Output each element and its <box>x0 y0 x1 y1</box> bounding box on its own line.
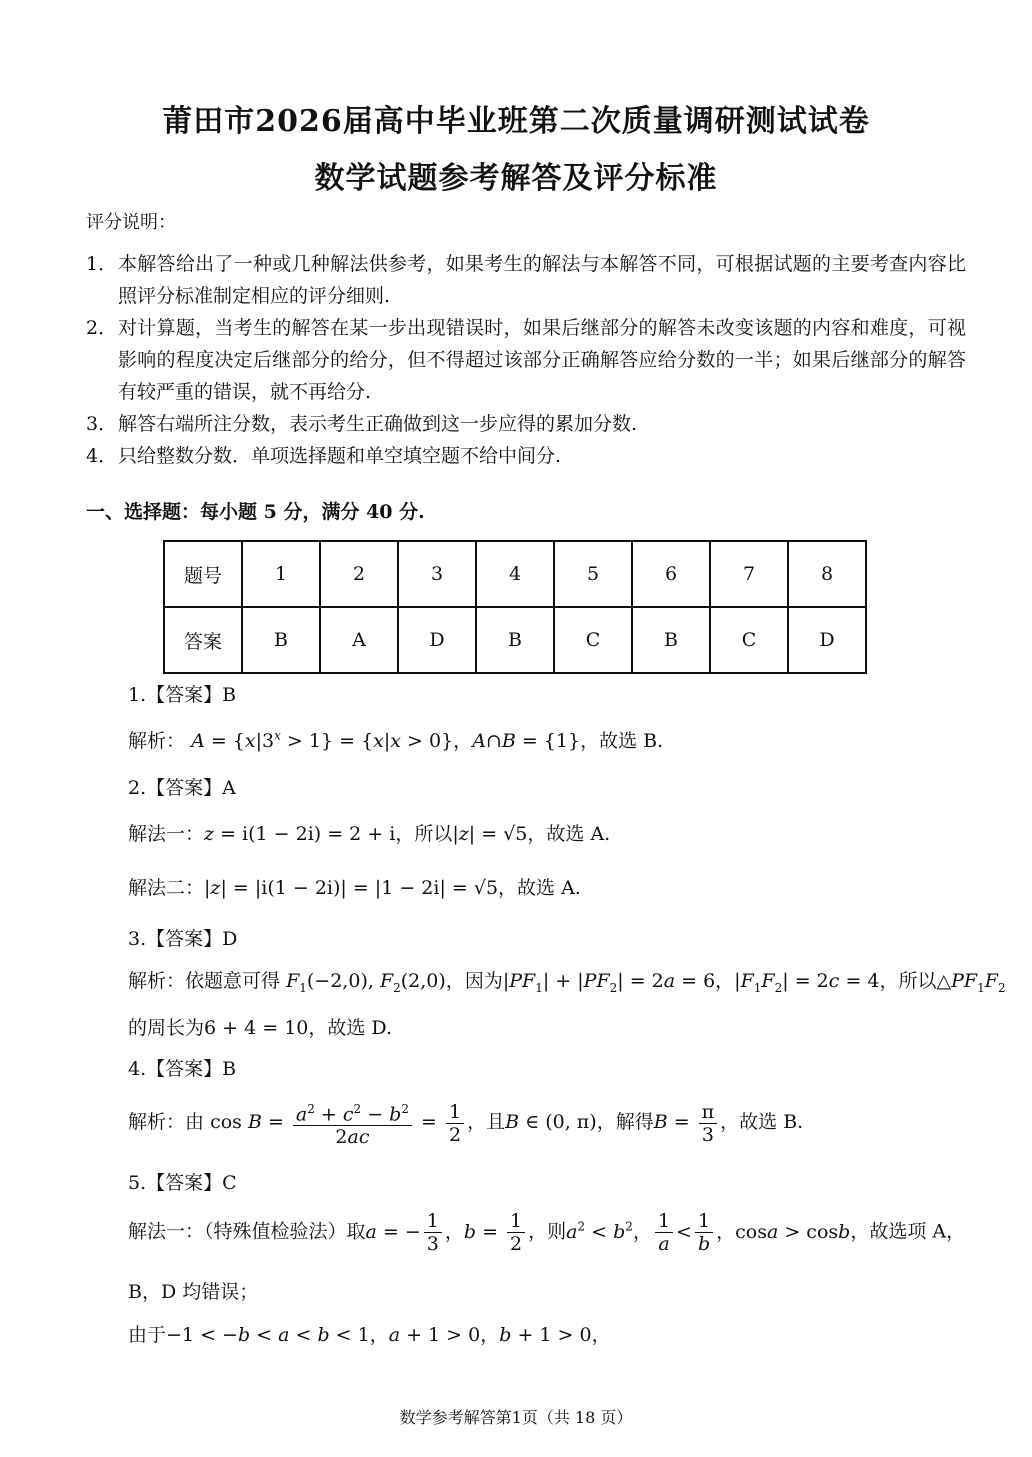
notes-heading: 评分说明： <box>86 212 176 233</box>
q5-line3 <box>128 1320 611 1347</box>
q5-tail: ，故选项 A， <box>850 1220 966 1243</box>
note-item <box>86 440 966 472</box>
page-footer: 数学参考解答第1页（共 18 页） <box>399 1408 633 1427</box>
q1-analysis-label: 解析： <box>128 730 186 752</box>
q4-analysis <box>128 1098 803 1148</box>
q3-analysis-label: 解析：依题意可得 <box>128 970 281 992</box>
q3-mid2: ，所以 <box>879 970 937 992</box>
q5-formula2: $a^2 < b^2$， $\frac{1}{a}$ < $\frac{1}{b}$ ，cosa > cosb <box>566 1210 851 1255</box>
table-cell: D <box>398 607 476 673</box>
q2-answer: 2.【答案】A <box>128 777 236 799</box>
q2-method1-label: 解法一： <box>128 823 205 845</box>
table-cell: 1 <box>242 541 320 607</box>
table-cell: 8 <box>788 541 866 607</box>
q5-method1-label: 解法一：（特殊值检验法）取 <box>128 1220 366 1243</box>
note-number: 4． <box>86 445 118 467</box>
q1-formula: $A = \{x|3^x > 1\} = \{x|x > 0\}$，A∩B = {1} <box>191 728 581 752</box>
table-cell: A <box>320 607 398 673</box>
note-text: 对计算题，当考生的解答在某一步出现错误时，如果后继部分的解答未改变该题的内容和难度，可视影响的程度决定后继部分的给分，但不得超过该部分正确解答应给分数的一半；如果后继部分的解答有较严重的错误，就不再给分. <box>118 317 966 403</box>
q2-formula2: |z| = |i(1 − 2i)| = |1 − 2i| = √5 <box>204 877 499 899</box>
q1-analysis <box>128 726 663 753</box>
q4-formula1: cos B = $\frac{a^2 + c^2 - b^2}{2ac}$ = $\frac{1}{2}$ <box>210 1111 467 1133</box>
q1-tail: ，故选 B. <box>580 730 664 752</box>
q5-method1 <box>128 1210 965 1255</box>
table-cell: C <box>710 607 788 673</box>
q4-formula2: B ∈ (0, π) <box>505 1111 597 1134</box>
q3-formula4: 6 + 4 = 10 <box>204 1017 309 1039</box>
q2-method1 <box>128 819 610 846</box>
q3-line2 <box>128 1013 392 1040</box>
q5-line3-prefix: 由于 <box>128 1324 167 1346</box>
q3-mid1: ，因为 <box>445 970 503 992</box>
table-cell: 2 <box>320 541 398 607</box>
q2-method1-mid: ，所以 <box>395 823 453 845</box>
q4-tail: ，故选 B. <box>720 1111 804 1134</box>
table-cell: 5 <box>554 541 632 607</box>
q4-analysis-label: 解析：由 <box>128 1111 205 1134</box>
section1-heading: 一、选择题：每小题 5 分，满分 40 分. <box>86 501 425 523</box>
title-line1: 莆田市2026届高中毕业班第二次质量调研测试试卷 <box>162 104 870 139</box>
q2-formula1b: |z| = √5 <box>452 823 528 845</box>
q3-formula3: $\triangle PF_1F_2$ <box>936 970 1006 995</box>
q4-formula3: B = $\frac{\pi}{3}$ <box>654 1111 720 1133</box>
note-item <box>86 312 966 408</box>
q4-mid: ，且 <box>467 1111 506 1134</box>
note-number: 1． <box>86 253 118 275</box>
note-text: 本解答给出了一种或几种解法供参考，如果考生的解法与本解答不同，可根据试题的主要考查内容比照评分标准制定相应的评分细则. <box>118 253 966 307</box>
note-item <box>86 408 966 440</box>
q5-formula3: −1 < −b < a < b < 1，a + 1 > 0，b + 1 > 0， <box>166 1324 611 1346</box>
q4-mid2: ，解得 <box>596 1111 654 1134</box>
note-text: 解答右端所注分数，表示考生正确做到这一步应得的累加分数. <box>118 413 638 435</box>
q2-formula1: z = i(1 − 2i) = 2 + i <box>204 823 396 845</box>
table-cell: 3 <box>398 541 476 607</box>
q5-then: ，则 <box>528 1220 567 1243</box>
note-number: 3． <box>86 413 118 435</box>
notes-list <box>86 248 966 472</box>
q4-answer: 4.【答案】B <box>128 1058 237 1080</box>
table-cell: 题号 <box>164 541 242 607</box>
q3-answer: 3.【答案】D <box>128 928 238 950</box>
q5-answer: 5.【答案】C <box>128 1172 237 1194</box>
q3-analysis <box>128 966 1006 995</box>
table-cell: 4 <box>476 541 554 607</box>
q3-formula1: $F_1(-2,0)$, $F_2(2,0)$ <box>286 970 446 995</box>
q2-method2-tail: ，故选 A. <box>498 877 581 899</box>
table-cell: B <box>632 607 710 673</box>
answer-table <box>163 540 867 674</box>
table-cell: D <box>788 607 866 673</box>
q5-formula1: a = − $\frac{1}{3}$ ，b = $\frac{1}{2}$ <box>366 1221 529 1243</box>
note-text: 只给整数分数．单项选择题和单空填空题不给中间分. <box>118 445 562 467</box>
table-cell: 7 <box>710 541 788 607</box>
q2-method2 <box>128 873 581 900</box>
q3-line2-prefix: 的周长为 <box>128 1017 205 1039</box>
table-cell: B <box>242 607 320 673</box>
note-item <box>86 248 966 312</box>
table-cell: B <box>476 607 554 673</box>
title-line2: 数学试题参考解答及评分标准 <box>314 161 718 196</box>
q3-formula2: $|PF_1| + |PF_2| = 2a = 6$，$|F_1F_2| = 2c = 4$ <box>502 970 880 995</box>
q1-answer: 1.【答案】B <box>128 684 237 706</box>
q3-line2-tail: ，故选 D. <box>308 1017 393 1039</box>
table-row <box>164 607 866 673</box>
table-row <box>164 541 866 607</box>
q5-line2: B，D 均错误； <box>128 1281 259 1303</box>
table-cell: C <box>554 607 632 673</box>
note-number: 2． <box>86 317 118 339</box>
table-cell: 6 <box>632 541 710 607</box>
table-cell: 答案 <box>164 607 242 673</box>
q2-method1-tail: ，故选 A. <box>527 823 611 845</box>
q2-method2-label: 解法二： <box>128 877 205 899</box>
